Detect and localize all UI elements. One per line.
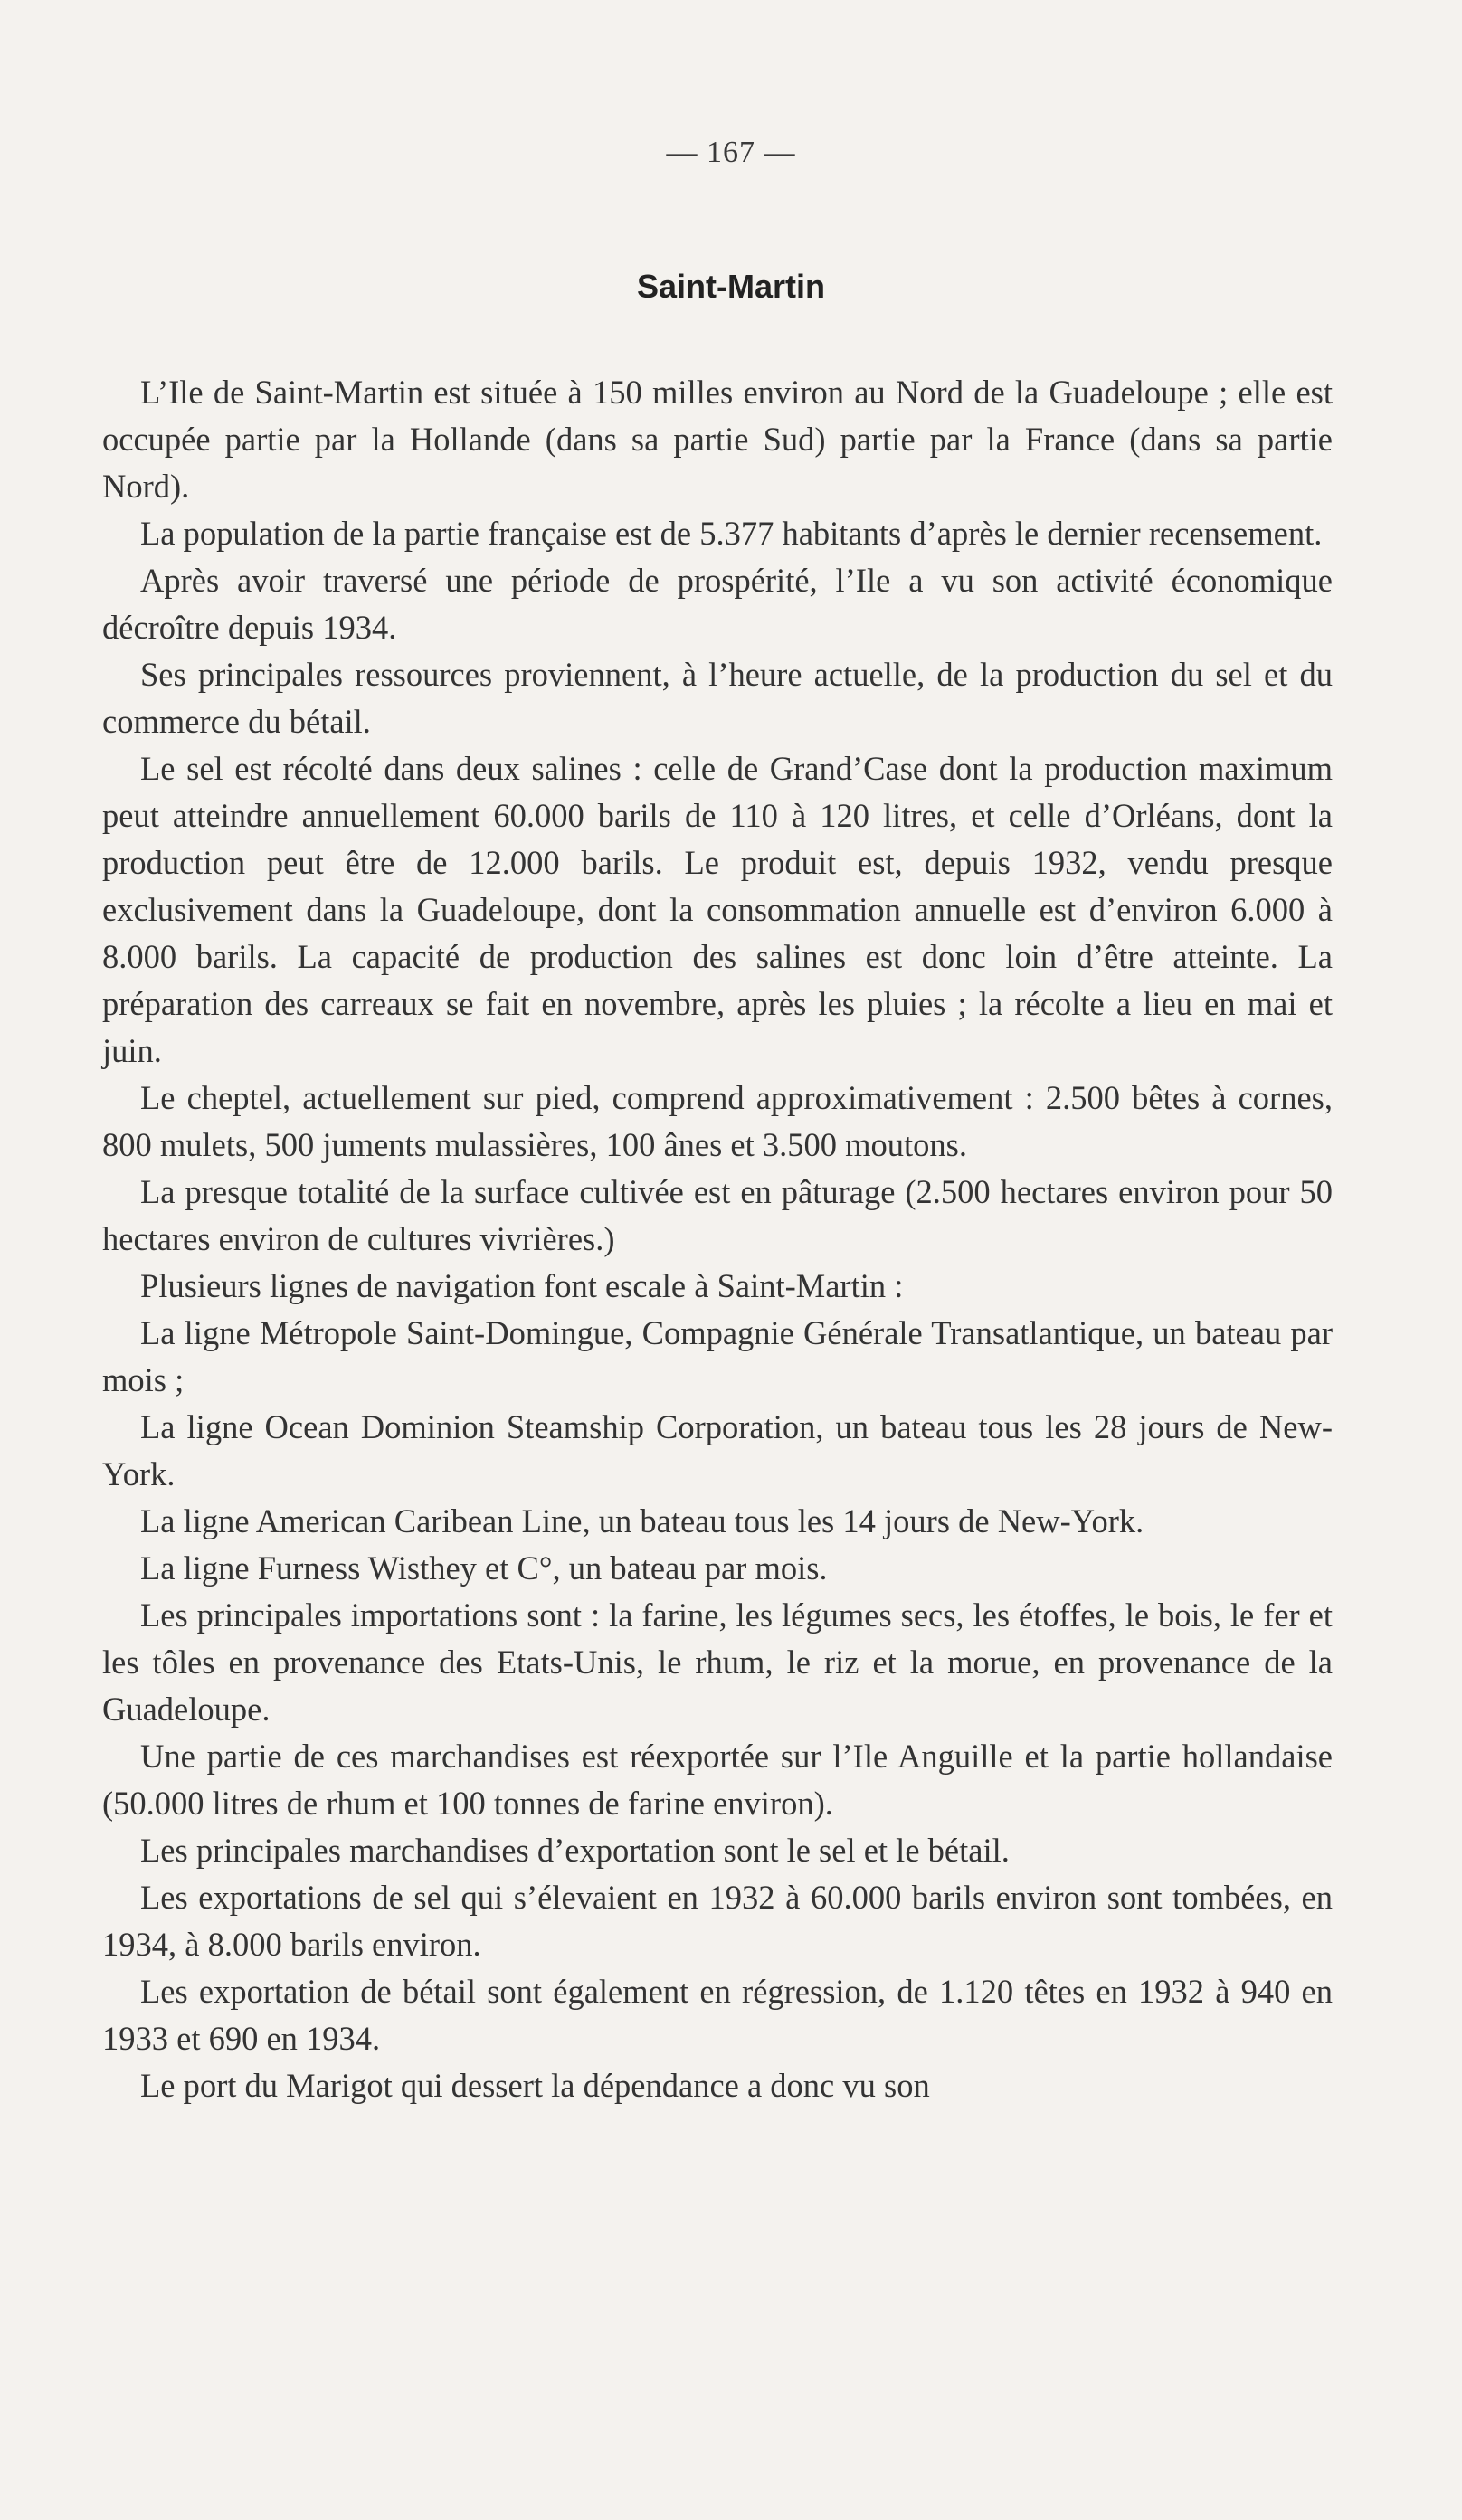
- body-text: [102, 369, 1333, 2109]
- paragraph: Ses principales ressources proviennent, à l’heure actuelle, de la production du sel et du commerce du bétail.: [102, 656, 1333, 740]
- paragraph: Les principales marchandises d’exportation sont le sel et le bétail.: [140, 1832, 1010, 1869]
- paragraph: Plusieurs lignes de navigation font escale à Saint-Martin :: [140, 1267, 904, 1304]
- paragraph: La presque totalité de la surface cultivée est en pâturage (2.500 hectares environ pour 50 hectares environ de cultures vivrières.): [102, 1173, 1333, 1257]
- paragraph: Le cheptel, actuellement sur pied, comprend approximativement : 2.500 bêtes à cornes, 800 mulets, 500 juments mulassières, 100 ânes et 3.500 moutons.: [102, 1079, 1333, 1163]
- paragraph: Une partie de ces marchandises est réexportée sur l’Ile Anguille et la partie hollandaise (50.000 litres de rhum et 100 tonnes de farine environ).: [102, 1738, 1333, 1822]
- paragraph: La ligne Ocean Dominion Steamship Corporation, un bateau tous les 28 jours de New-York.: [102, 1408, 1333, 1492]
- paragraph: La ligne American Caribean Line, un bateau tous les 14 jours de New-York.: [140, 1502, 1144, 1539]
- paragraph: La population de la partie française est de 5.377 habitants d’après le dernier recensement.: [140, 515, 1323, 552]
- paragraph: Le sel est récolté dans deux salines : celle de Grand’Case dont la production maximum peut atteindre annuellement 60.000 barils de 110 à 120 litres, et celle d’Orléans, dont la production peut être de 12.000 barils. Le produit est, depuis 1932, vendu presque exclusivement dans la Guadeloupe, dont la consommation annuelle est d’environ 6.000 à 8.000 barils. La capacité de production des salines est donc loin d’être atteinte. La préparation des carreaux se fait en novembre, après les pluies ; la récolte a lieu en mai et juin.: [102, 750, 1333, 1069]
- paragraph: La ligne Métropole Saint-Domingue, Compagnie Générale Transatlantique, un bateau par mois ;: [102, 1314, 1333, 1398]
- paragraph: La ligne Furness Wisthey et C°, un bateau par mois.: [140, 1549, 828, 1587]
- paragraph: L’Ile de Saint-Martin est située à 150 milles environ au Nord de la Guadeloupe ; elle est occupée partie par la Hollande (dans sa partie Sud) partie par la France (dans sa partie Nord).: [102, 374, 1333, 505]
- paragraph: Les exportation de bétail sont également en régression, de 1.120 têtes en 1932 à 940 en 1933 et 690 en 1934.: [102, 1973, 1333, 2057]
- paragraph: Les exportations de sel qui s’élevaient en 1932 à 60.000 barils environ sont tombées, en 1934, à 8.000 barils environ.: [102, 1879, 1333, 1963]
- paragraph: Le port du Marigot qui dessert la dépendance a donc vu son: [140, 2067, 930, 2104]
- section-title: Saint-Martin: [636, 268, 825, 305]
- page-number: — 167 —: [666, 136, 796, 169]
- paragraph: Après avoir traversé une période de prospérité, l’Ile a vu son activité économique décroître depuis 1934.: [102, 562, 1333, 646]
- paragraph: Les principales importations sont : la farine, les légumes secs, les étoffes, le bois, le fer et les tôles en provenance des Etats-Unis, le rhum, le riz et la morue, en provenance de la Guadeloupe.: [102, 1596, 1333, 1728]
